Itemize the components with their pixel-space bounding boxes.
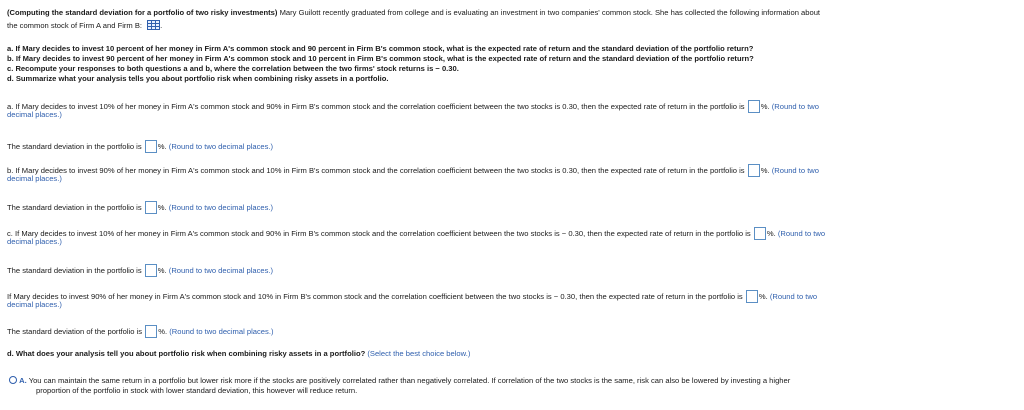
question-c: c. Recompute your responses to both questions a and b, where the correlation between the two firms' stock returns is − 0.30. — [7, 64, 459, 73]
percent-sign: %. — [766, 229, 776, 238]
round-hint-cont: decimal places.) — [7, 174, 62, 183]
round-hint: (Round to two decimal places.) — [168, 203, 274, 212]
round-hint: (Round to two — [777, 229, 826, 238]
question-d: d. Summarize what your analysis tells you about portfolio risk when combining risky assets in a portfolio. — [7, 74, 389, 83]
part-c2-return-input[interactable] — [746, 290, 758, 303]
part-a-sd-line — [7, 140, 273, 153]
part-a-prompt-line — [7, 100, 819, 113]
part-c2-sd-line — [7, 325, 273, 338]
part-c-prompt: c. If Mary decides to invest 10% of her money in Firm A's common stock and 90% in Firm B's common stock and the correlation coefficient between the two stocks is − 0.30, then the expected rate of return in the portfolio is — [7, 229, 751, 238]
percent-sign: %. — [758, 292, 768, 301]
round-hint-cont: decimal places.) — [7, 110, 62, 119]
percent-sign: %. — [157, 142, 167, 151]
choice-a[interactable] — [9, 376, 790, 386]
question-a: a. If Mary decides to invest 10 percent of her money in Firm A's common stock and 90 percent in Firm B's common stock, what is the expected rate of return and the standard deviation of the portfolio return? — [7, 44, 754, 53]
part-b-prompt: b. If Mary decides to invest 90% of her money in Firm A's common stock and 10% in Firm B's common stock and the correlation coefficient between the two stocks is 0.30, then the expected rate of return in the portfolio is — [7, 166, 745, 175]
part-b-sd-prompt: The standard deviation in the portfolio is — [7, 203, 142, 212]
part-c2-prompt-line — [7, 290, 817, 303]
percent-sign: %. — [760, 166, 770, 175]
intro-period: . — [160, 21, 163, 30]
round-hint-cont: decimal places.) — [7, 237, 62, 246]
part-c2-sd-prompt: The standard deviation of the portfolio is — [7, 327, 143, 336]
choice-a-text-cont: proportion of the portfolio in stock with lower standard deviation, this however will reduce return. — [36, 386, 358, 395]
percent-sign: %. — [158, 327, 168, 336]
part-a-return-input[interactable] — [748, 100, 760, 113]
percent-sign: %. — [760, 102, 770, 111]
part-c-sd-input[interactable] — [145, 264, 157, 277]
round-hint: (Round to two — [771, 102, 820, 111]
data-table-icon[interactable] — [147, 20, 163, 30]
part-c-sd-prompt: The standard deviation in the portfolio is — [7, 266, 142, 275]
part-d-prompt-line — [7, 349, 470, 359]
question-b: b. If Mary decides to invest 90 percent of her money in Firm A's common stock and 10 percent in Firm B's common stock, what is the expected rate of return and the standard deviation of the portfolio return? — [7, 54, 754, 63]
choice-a-text: You can maintain the same return in a portfolio but lower risk more if the stocks are positively correlated rather than negatively correlated. If correlation of the two stocks is the same, risk can also be lowered by investing a higher — [28, 376, 791, 385]
round-hint: (Round to two decimal places.) — [169, 327, 274, 336]
round-hint: (Round to two — [769, 292, 818, 301]
part-c2-prompt: If Mary decides to invest 90% of her money in Firm A's common stock and 10% in Firm B's common stock and the correlation coefficient between the two stocks is − 0.30, then the expected rate of return in the portfolio is — [7, 292, 743, 301]
part-b-sd-input[interactable] — [145, 201, 157, 214]
part-c2-sd-input[interactable] — [145, 325, 157, 338]
percent-sign: %. — [157, 266, 167, 275]
part-a-sd-input[interactable] — [145, 140, 157, 153]
part-c-prompt-line — [7, 227, 825, 240]
problem-title: (Computing the standard deviation for a portfolio of two risky investments) — [7, 8, 278, 17]
select-hint: (Select the best choice below.) — [367, 349, 471, 358]
round-hint: (Round to two — [771, 166, 820, 175]
percent-sign: %. — [157, 203, 167, 212]
intro-text: Mary Guilott recently graduated from college and is evaluating an investment in two companies' common stock. She has collected the following information about — [279, 8, 821, 17]
part-b-return-input[interactable] — [748, 164, 760, 177]
part-c-return-input[interactable] — [754, 227, 766, 240]
part-a-sd-prompt: The standard deviation in the portfolio is — [7, 142, 142, 151]
intro-line-2 — [7, 20, 162, 31]
round-hint: (Round to two decimal places.) — [168, 266, 274, 275]
round-hint-cont: decimal places.) — [7, 300, 62, 309]
part-a-prompt: a. If Mary decides to invest 10% of her money in Firm A's common stock and 90% in Firm B's common stock and the correlation coefficient between the two stocks is 0.30, then the expected rate of return in the portfolio is — [7, 102, 745, 111]
intro-line-1 — [7, 8, 820, 18]
part-b-sd-line — [7, 201, 273, 214]
intro-text-2: the common stock of Firm A and Firm B: — [7, 21, 143, 30]
round-hint: (Round to two decimal places.) — [168, 142, 274, 151]
radio-button[interactable] — [9, 376, 17, 384]
part-b-prompt-line — [7, 164, 819, 177]
part-c-sd-line — [7, 264, 273, 277]
part-d-prompt: d. What does your analysis tell you about portfolio risk when combining risky assets in a portfolio? — [7, 349, 366, 358]
choice-letter: A. — [19, 376, 27, 385]
